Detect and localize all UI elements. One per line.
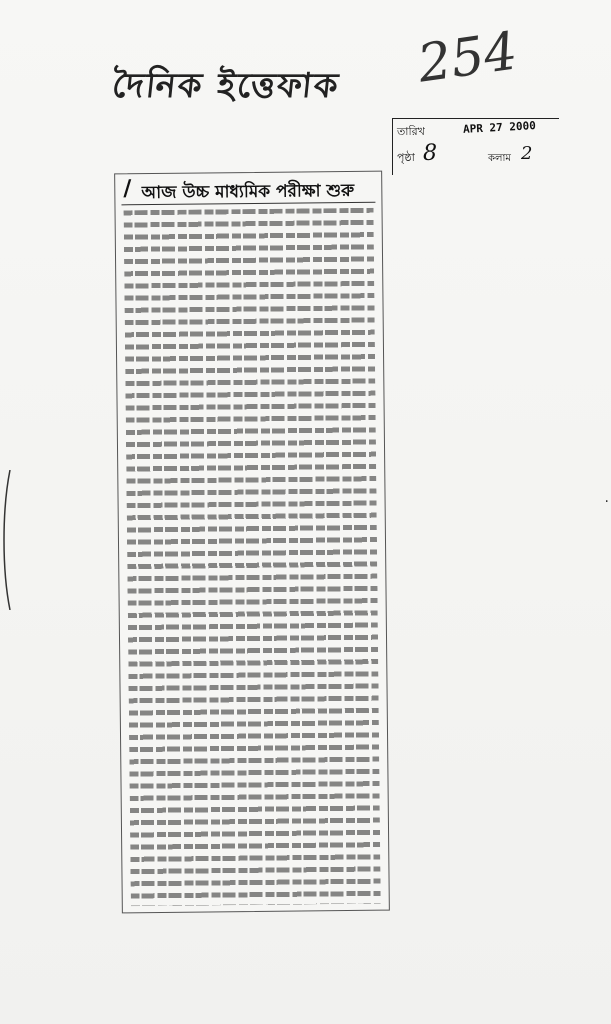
headline-slash-icon: / bbox=[123, 176, 132, 202]
margin-mark: . bbox=[604, 490, 609, 506]
clipping-header bbox=[121, 176, 375, 206]
article-body-text bbox=[124, 208, 381, 907]
newspaper-masthead: দৈনিক ইত্তেফাক bbox=[110, 66, 342, 106]
archive-stamp bbox=[392, 118, 559, 175]
stamp-date-label: তারিখ bbox=[397, 125, 425, 138]
punch-hole-mark bbox=[0, 470, 14, 610]
stamp-page-label: পৃষ্ঠা bbox=[397, 151, 415, 164]
stamp-page-value: 8 bbox=[423, 141, 437, 166]
article-headline: আজ উচ্চ মাধ্যমিক পরীক্ষা শুরু bbox=[141, 180, 355, 204]
handwritten-page-number: 254 bbox=[414, 21, 521, 95]
stamp-column-label: কলাম bbox=[488, 153, 511, 164]
stamp-column-value: 2 bbox=[521, 143, 533, 164]
newspaper-clipping bbox=[114, 171, 390, 914]
stamp-date-value: APR 27 2000 bbox=[462, 119, 537, 136]
